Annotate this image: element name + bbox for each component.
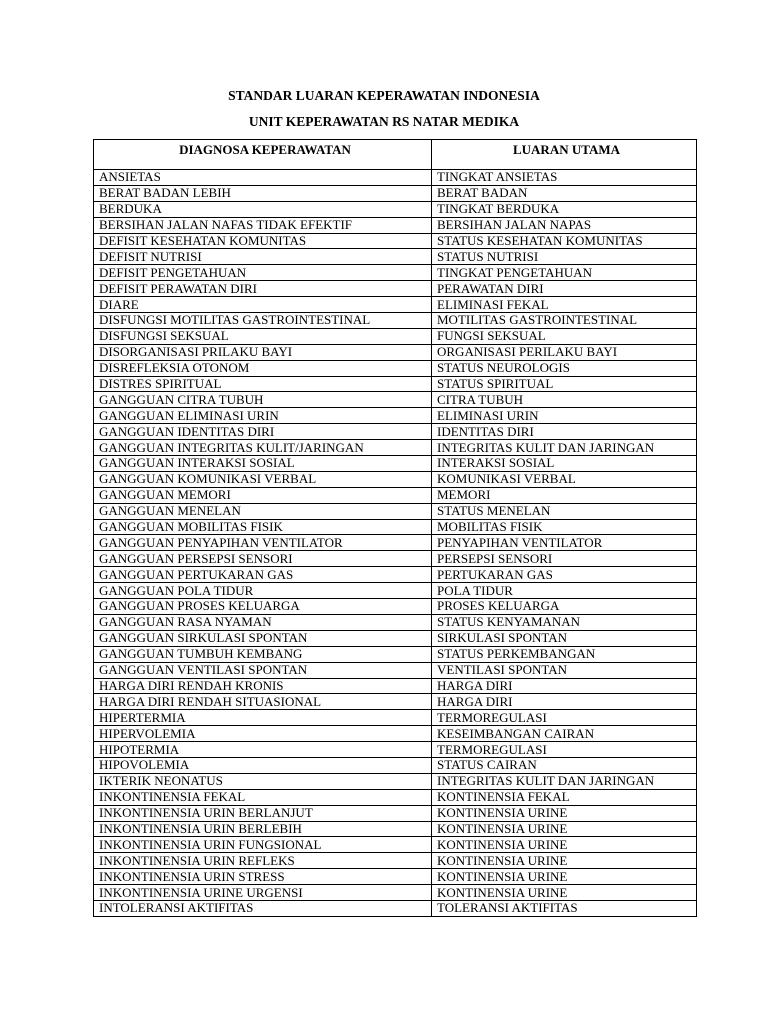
luaran-cell: VENTILASI SPONTAN bbox=[432, 662, 697, 678]
diagnosa-cell: INKONTINENSIA URIN BERLANJUT bbox=[94, 805, 432, 821]
column-header-luaran: LUARAN UTAMA bbox=[432, 140, 697, 170]
luaran-cell: HARGA DIRI bbox=[432, 694, 697, 710]
luaran-cell: ELIMINASI FEKAL bbox=[432, 297, 697, 313]
diagnosa-cell: BERDUKA bbox=[94, 201, 432, 217]
table-row bbox=[94, 742, 697, 758]
diagnosa-cell: DISREFLEKSIA OTONOM bbox=[94, 360, 432, 376]
diagnosa-cell: IKTERIK NEONATUS bbox=[94, 773, 432, 789]
luaran-cell: TOLERANSI AKTIFITAS bbox=[432, 900, 697, 916]
diagnosa-cell: INTOLERANSI AKTIFITAS bbox=[94, 900, 432, 916]
table-row bbox=[94, 487, 697, 503]
table-row bbox=[94, 249, 697, 265]
diagnosa-cell: DISTRES SPIRITUAL bbox=[94, 376, 432, 392]
luaran-cell: FUNGSI SEKSUAL bbox=[432, 328, 697, 344]
diagnosis-outcome-table bbox=[93, 139, 697, 917]
table-row bbox=[94, 170, 697, 186]
table-row bbox=[94, 360, 697, 376]
diagnosa-cell: GANGGUAN CITRA TUBUH bbox=[94, 392, 432, 408]
luaran-cell: KESEIMBANGAN CAIRAN bbox=[432, 726, 697, 742]
column-header-diagnosa: DIAGNOSA KEPERAWATAN bbox=[94, 140, 432, 170]
diagnosa-cell: DISFUNGSI MOTILITAS GASTROINTESTINAL bbox=[94, 313, 432, 329]
diagnosa-cell: INKONTINENSIA FEKAL bbox=[94, 789, 432, 805]
diagnosa-cell: DEFISIT PENGETAHUAN bbox=[94, 265, 432, 281]
table-header-row bbox=[94, 140, 697, 170]
luaran-cell: STATUS CAIRAN bbox=[432, 757, 697, 773]
luaran-cell: TINGKAT BERDUKA bbox=[432, 201, 697, 217]
luaran-cell: PROSES KELUARGA bbox=[432, 599, 697, 615]
table-row bbox=[94, 900, 697, 916]
luaran-cell: STATUS MENELAN bbox=[432, 503, 697, 519]
diagnosa-cell: GANGGUAN POLA TIDUR bbox=[94, 583, 432, 599]
table-row bbox=[94, 757, 697, 773]
luaran-cell: KONTINENSIA URINE bbox=[432, 837, 697, 853]
table-row bbox=[94, 614, 697, 630]
luaran-cell: KONTINENSIA FEKAL bbox=[432, 789, 697, 805]
table-row bbox=[94, 535, 697, 551]
diagnosa-cell: GANGGUAN ELIMINASI URIN bbox=[94, 408, 432, 424]
luaran-cell: PERSEPSI SENSORI bbox=[432, 551, 697, 567]
table-row bbox=[94, 471, 697, 487]
table-row bbox=[94, 599, 697, 615]
table-row bbox=[94, 837, 697, 853]
diagnosa-cell: GANGGUAN INTERAKSI SOSIAL bbox=[94, 456, 432, 472]
table-row bbox=[94, 869, 697, 885]
table-row bbox=[94, 885, 697, 901]
table-row bbox=[94, 662, 697, 678]
table-row bbox=[94, 233, 697, 249]
diagnosa-cell: GANGGUAN PENYAPIHAN VENTILATOR bbox=[94, 535, 432, 551]
diagnosa-cell: HIPERTERMIA bbox=[94, 710, 432, 726]
luaran-cell: STATUS PERKEMBANGAN bbox=[432, 646, 697, 662]
table-row bbox=[94, 646, 697, 662]
table-row bbox=[94, 789, 697, 805]
luaran-cell: CITRA TUBUH bbox=[432, 392, 697, 408]
luaran-cell: ORGANISASI PERILAKU BAYI bbox=[432, 344, 697, 360]
table-body bbox=[94, 170, 697, 917]
table-row bbox=[94, 583, 697, 599]
luaran-cell: INTERAKSI SOSIAL bbox=[432, 456, 697, 472]
table-row bbox=[94, 392, 697, 408]
table-row bbox=[94, 519, 697, 535]
table-row bbox=[94, 328, 697, 344]
luaran-cell: ELIMINASI URIN bbox=[432, 408, 697, 424]
diagnosa-cell: DISORGANISASI PRILAKU BAYI bbox=[94, 344, 432, 360]
diagnosa-cell: GANGGUAN RASA NYAMAN bbox=[94, 614, 432, 630]
diagnosa-cell: GANGGUAN TUMBUH KEMBANG bbox=[94, 646, 432, 662]
table-row bbox=[94, 726, 697, 742]
luaran-cell: KOMUNIKASI VERBAL bbox=[432, 471, 697, 487]
table-row bbox=[94, 710, 697, 726]
diagnosa-cell: HARGA DIRI RENDAH KRONIS bbox=[94, 678, 432, 694]
diagnosa-cell: GANGGUAN KOMUNIKASI VERBAL bbox=[94, 471, 432, 487]
luaran-cell: IDENTITAS DIRI bbox=[432, 424, 697, 440]
diagnosa-cell: GANGGUAN IDENTITAS DIRI bbox=[94, 424, 432, 440]
luaran-cell: INTEGRITAS KULIT DAN JARINGAN bbox=[432, 440, 697, 456]
diagnosa-cell: GANGGUAN INTEGRITAS KULIT/JARINGAN bbox=[94, 440, 432, 456]
diagnosa-cell: DEFISIT PERAWATAN DIRI bbox=[94, 281, 432, 297]
luaran-cell: MOBILITAS FISIK bbox=[432, 519, 697, 535]
table-row bbox=[94, 313, 697, 329]
table-row bbox=[94, 265, 697, 281]
luaran-cell: MOTILITAS GASTROINTESTINAL bbox=[432, 313, 697, 329]
diagnosa-cell: DIARE bbox=[94, 297, 432, 313]
luaran-cell: KONTINENSIA URINE bbox=[432, 821, 697, 837]
diagnosa-cell: INKONTINENSIA URIN FUNGSIONAL bbox=[94, 837, 432, 853]
table-row bbox=[94, 201, 697, 217]
luaran-cell: BERSIHAN JALAN NAPAS bbox=[432, 217, 697, 233]
diagnosa-cell: HIPOTERMIA bbox=[94, 742, 432, 758]
diagnosa-cell: HARGA DIRI RENDAH SITUASIONAL bbox=[94, 694, 432, 710]
luaran-cell: STATUS KESEHATAN KOMUNITAS bbox=[432, 233, 697, 249]
table-row bbox=[94, 503, 697, 519]
table-row bbox=[94, 551, 697, 567]
luaran-cell: KONTINENSIA URINE bbox=[432, 805, 697, 821]
table-row bbox=[94, 440, 697, 456]
luaran-cell: PERAWATAN DIRI bbox=[432, 281, 697, 297]
diagnosa-cell: DEFISIT KESEHATAN KOMUNITAS bbox=[94, 233, 432, 249]
table-row bbox=[94, 853, 697, 869]
table-row bbox=[94, 821, 697, 837]
diagnosa-cell: INKONTINENSIA URIN STRESS bbox=[94, 869, 432, 885]
diagnosa-cell: GANGGUAN MENELAN bbox=[94, 503, 432, 519]
luaran-cell: KONTINENSIA URINE bbox=[432, 885, 697, 901]
diagnosa-cell: INKONTINENSIA URIN REFLEKS bbox=[94, 853, 432, 869]
luaran-cell: SIRKULASI SPONTAN bbox=[432, 630, 697, 646]
diagnosa-cell: GANGGUAN SIRKULASI SPONTAN bbox=[94, 630, 432, 646]
luaran-cell: INTEGRITAS KULIT DAN JARINGAN bbox=[432, 773, 697, 789]
diagnosa-cell: DEFISIT NUTRISI bbox=[94, 249, 432, 265]
document-title: STANDAR LUARAN KEPERAWATAN INDONESIA bbox=[228, 88, 540, 103]
table-row bbox=[94, 408, 697, 424]
luaran-cell: STATUS NEUROLOGIS bbox=[432, 360, 697, 376]
table-row bbox=[94, 297, 697, 313]
table-row bbox=[94, 281, 697, 297]
luaran-cell: PENYAPIHAN VENTILATOR bbox=[432, 535, 697, 551]
luaran-cell: POLA TIDUR bbox=[432, 583, 697, 599]
diagnosa-cell: ANSIETAS bbox=[94, 170, 432, 186]
table-row bbox=[94, 694, 697, 710]
diagnosa-cell: GANGGUAN PERTUKARAN GAS bbox=[94, 567, 432, 583]
diagnosa-cell: GANGGUAN PROSES KELUARGA bbox=[94, 599, 432, 615]
table-row bbox=[94, 456, 697, 472]
table-row bbox=[94, 217, 697, 233]
luaran-cell: KONTINENSIA URINE bbox=[432, 853, 697, 869]
diagnosa-cell: GANGGUAN PERSEPSI SENSORI bbox=[94, 551, 432, 567]
luaran-cell: TINGKAT PENGETAHUAN bbox=[432, 265, 697, 281]
table-row bbox=[94, 630, 697, 646]
table-row bbox=[94, 185, 697, 201]
diagnosa-cell: GANGGUAN MEMORI bbox=[94, 487, 432, 503]
table-row bbox=[94, 773, 697, 789]
diagnosa-cell: BERSIHAN JALAN NAFAS TIDAK EFEKTIF bbox=[94, 217, 432, 233]
luaran-cell: HARGA DIRI bbox=[432, 678, 697, 694]
luaran-cell: STATUS NUTRISI bbox=[432, 249, 697, 265]
diagnosa-cell: BERAT BADAN LEBIH bbox=[94, 185, 432, 201]
luaran-cell: BERAT BADAN bbox=[432, 185, 697, 201]
diagnosa-cell: DISFUNGSI SEKSUAL bbox=[94, 328, 432, 344]
table-row bbox=[94, 567, 697, 583]
luaran-cell: TINGKAT ANSIETAS bbox=[432, 170, 697, 186]
diagnosa-cell: HIPOVOLEMIA bbox=[94, 757, 432, 773]
luaran-cell: STATUS KENYAMANAN bbox=[432, 614, 697, 630]
luaran-cell: PERTUKARAN GAS bbox=[432, 567, 697, 583]
luaran-cell: MEMORI bbox=[432, 487, 697, 503]
table-row bbox=[94, 678, 697, 694]
table-row bbox=[94, 805, 697, 821]
luaran-cell: KONTINENSIA URINE bbox=[432, 869, 697, 885]
luaran-cell: STATUS SPIRITUAL bbox=[432, 376, 697, 392]
table-row bbox=[94, 424, 697, 440]
table-row bbox=[94, 376, 697, 392]
table-row bbox=[94, 344, 697, 360]
luaran-cell: TERMOREGULASI bbox=[432, 710, 697, 726]
document-subtitle: UNIT KEPERAWATAN RS NATAR MEDIKA bbox=[248, 114, 520, 129]
diagnosa-cell: HIPERVOLEMIA bbox=[94, 726, 432, 742]
diagnosa-cell: GANGGUAN VENTILASI SPONTAN bbox=[94, 662, 432, 678]
luaran-cell: TERMOREGULASI bbox=[432, 742, 697, 758]
diagnosa-cell: GANGGUAN MOBILITAS FISIK bbox=[94, 519, 432, 535]
diagnosa-cell: INKONTINENSIA URIN BERLEBIH bbox=[94, 821, 432, 837]
diagnosa-cell: INKONTINENSIA URINE URGENSI bbox=[94, 885, 432, 901]
